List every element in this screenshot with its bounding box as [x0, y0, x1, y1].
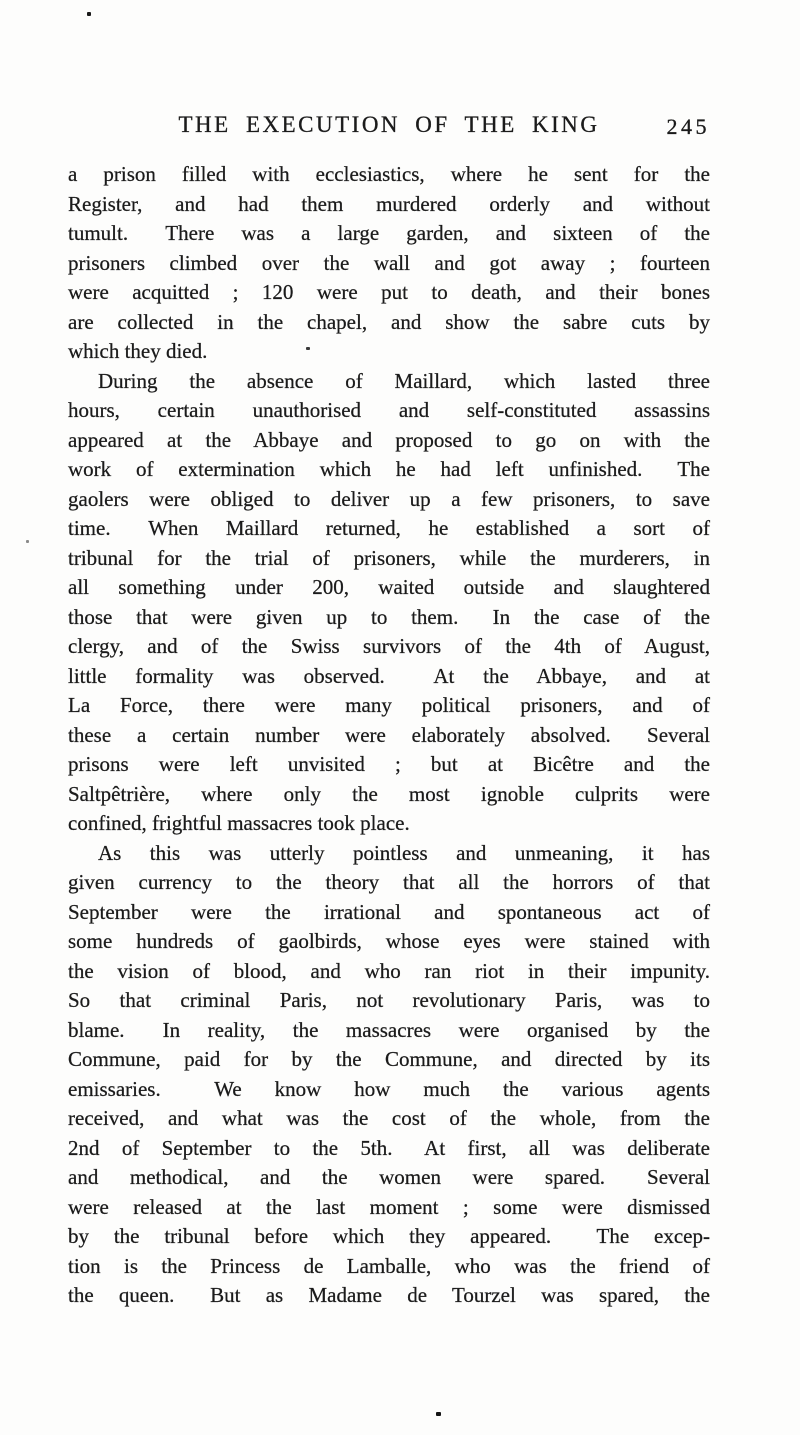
- text-line: tribunal for the trial of prisoners, while the murderers, in: [68, 545, 710, 570]
- text-line: were released at the last moment ; some were dismissed: [68, 1194, 710, 1219]
- text-line: by the tribunal before which they appeared. The excep-: [68, 1224, 710, 1248]
- text-line: are collected in the chapel, and show the sabre cuts by: [68, 309, 710, 334]
- text-line: and methodical, and the women were spared. Several: [68, 1165, 710, 1189]
- text-line: Commune, paid for by the Commune, and directed by its: [68, 1047, 710, 1071]
- text-line: which they died.: [68, 339, 208, 363]
- text-line: prisoners climbed over the wall and got away ; fourteen: [68, 250, 710, 275]
- text-line: clergy, and of the Swiss survivors of the 4th of August,: [68, 634, 710, 658]
- text-line: appeared at the Abbaye and proposed to go on with the: [68, 427, 710, 452]
- text-line: So that criminal Paris, not revolutionary Paris, was to: [68, 988, 710, 1012]
- scan-artifact-dot: [306, 347, 310, 350]
- paragraph: [68, 367, 710, 839]
- running-header: [68, 112, 710, 142]
- scan-artifact-dot: [436, 1412, 441, 1416]
- text-line: received, and what was the cost of the whole, from the: [68, 1106, 710, 1130]
- text-line: confined, frightful massacres took place.: [68, 811, 410, 835]
- text-line: tion is the Princess de Lamballe, who was the friend of: [68, 1253, 710, 1278]
- text-line: prisons were left unvisited ; but at Bicêtre and the: [68, 752, 710, 776]
- text-line: all something under 200, waited outside and slaughtered: [68, 575, 710, 599]
- text-line: time. When Maillard returned, he established a sort of: [68, 516, 710, 540]
- text-line: these a certain number were elaborately absolved. Several: [68, 722, 710, 747]
- text-line: La Force, there were many political prisoners, and of: [68, 693, 710, 717]
- text-line: tumult. There was a large garden, and sixteen of the: [68, 221, 710, 245]
- text-line: were acquitted ; 120 were put to death, and their bones: [68, 280, 710, 304]
- text-line: hours, certain unauthorised and self-constituted assassins: [68, 398, 710, 422]
- text-line: work of extermination which he had left unfinished. The: [68, 457, 710, 481]
- text-line: those that were given up to them. In the case of the: [68, 604, 710, 629]
- text-column: [68, 160, 710, 1311]
- page-number: 245: [666, 114, 710, 139]
- paragraph: [68, 160, 710, 367]
- text-line: Register, and had them murdered orderly and without: [68, 191, 710, 216]
- page-header-title: THE EXECUTION OF THE KING: [178, 112, 600, 137]
- text-line: During the absence of Maillard, which lasted three: [98, 368, 710, 393]
- text-line: September were the irrational and spontaneous act of: [68, 899, 710, 924]
- text-line: the queen. But as Madame de Tourzel was spared, the: [68, 1283, 710, 1307]
- text-line: little formality was observed. At the Abbaye, and at: [68, 663, 710, 688]
- scan-artifact-dot: [26, 540, 29, 543]
- text-line: blame. In reality, the massacres were organised by the: [68, 1017, 710, 1042]
- text-line: 2nd of September to the 5th. At first, all was deliberate: [68, 1135, 710, 1160]
- text-line: gaolers were obliged to deliver up a few prisoners, to save: [68, 486, 710, 511]
- text-line: Saltpêtrière, where only the most ignoble culprits were: [68, 781, 710, 806]
- text-line: the vision of blood, and who ran riot in their impunity.: [68, 958, 710, 983]
- scan-artifact-dot: [87, 12, 91, 16]
- text-line: a prison filled with ecclesiastics, where he sent for the: [68, 162, 710, 186]
- text-line: As this was utterly pointless and unmeaning, it has: [98, 840, 710, 865]
- paragraph: [68, 839, 710, 1311]
- text-line: given currency to the theory that all the horrors of that: [68, 870, 710, 894]
- text-line: emissaries. We know how much the various agents: [68, 1076, 710, 1101]
- text-line: some hundreds of gaolbirds, whose eyes were stained with: [68, 929, 710, 953]
